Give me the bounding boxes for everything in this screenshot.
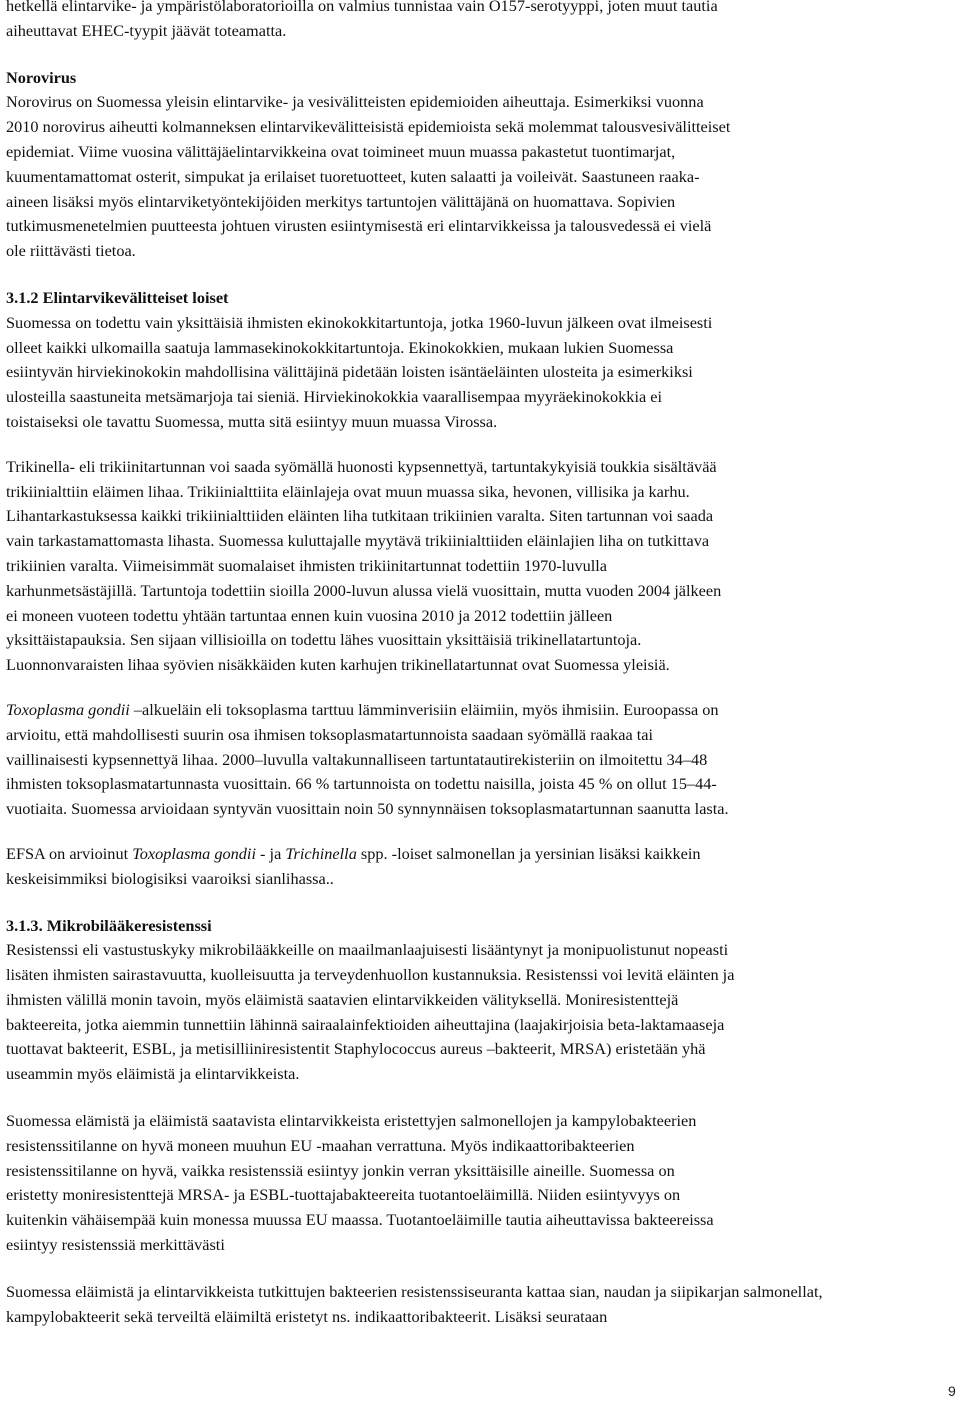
text-line: arvioitu, että mahdollisesti suurin osa ihmisen toksoplasmatartunnoista saadaan syömällä raakaa tai: [6, 724, 654, 744]
text-line: Norovirus on Suomessa yleisin elintarvike- ja vesivälitteisten epidemioiden aiheuttaja. Esimerkiksi vuonna: [6, 92, 704, 112]
text-line: Trikinella- eli trikiinitartunnan voi saada syömällä huonosti kypsennettyä, tartuntakykyisiä toukkia sisältävää: [6, 456, 717, 476]
text-line: Suomessa on todettu vain yksittäisiä ihmisten ekinokokkitartuntoja, jotka 1960-luvun jälkeen ovat ilmeisesti: [6, 312, 713, 332]
text-line: vuotiaita. Suomessa arvioidaan syntyvän vuosittain noin 50 synnynnäisen toksoplasmatartunnan saanutta lasta.: [6, 799, 729, 819]
text-line: esiintyy resistenssiä merkittävästi: [6, 1235, 225, 1255]
text-line: Lihantarkastuksessa kaikki trikiinialttiiden eläinten liha tutkitaan trikiinien varalta. Siten tartunnan voi saada: [6, 506, 714, 526]
text-line: tutkimusmenetelmien puutteesta johtuen virusten esiintymisestä eri elintarvikkeissa ja talousvedessä ei vielä: [6, 216, 712, 236]
text-line: Suomessa elämistä ja eläimistä saatavista elintarvikkeista eristettyjen salmonellojen ja kampylobakteerien: [6, 1111, 697, 1131]
text-line: kuitenkin vähäisempää kuin monessa muussa EU maassa. Tuotantoeläimille tautia aiheuttavissa bakteereissa: [6, 1210, 714, 1230]
text-line: ole riittävästi tietoa.: [6, 241, 136, 261]
text-line: ihmisten toksoplasmatartunnasta vuosittain. 66 % tartunnoista on todettu naisilla, joista 45 % on ollut 15–44-: [6, 774, 717, 794]
text-line: ulosteilla saastuneita metsämarjoja tai sieniä. Hirviekinokokkia vaarallisempaa myyräekinokokkia ei: [6, 387, 663, 407]
text-line: eristetty moniresistenttejä MRSA- ja ESBL-tuottajabakteereita tuotantoeläimillä. Niiden esiintyvyys on: [6, 1185, 681, 1205]
text-line: keskeisimmiksi biologisiksi vaaroiksi sianlihassa..: [6, 868, 334, 888]
text-line: [6, 698, 958, 723]
text-run: –alkueläin eli toksoplasma tarttuu lämminverisiin eläimiin, myös ihmisiin. Euroopassa on: [129, 699, 719, 719]
resistance-section: [6, 914, 958, 1330]
norovirus-section: [6, 66, 958, 264]
text-line: [6, 842, 958, 867]
text-line: epidemiat. Viime vuosina välittäjäelintarvikkeina ovat toimineet muun muassa pakastetut tuontimarjat,: [6, 141, 676, 161]
text-line: resistenssitilanne on hyvä moneen muuhun EU -maahan verrattuna. Myös indikaattoribakteerien: [6, 1135, 635, 1155]
section-heading: 3.1.3. Mikrobilääkeresistenssi: [6, 915, 212, 935]
text-run: EFSA on arvioinut: [6, 843, 133, 863]
text-line: yksittäistapauksia. Sen sijaan villisioilla on todettu lähes vuosittain yksittäisiä trikinellatartuntoja.: [6, 630, 642, 650]
text-line: vaillinaisesti kypsennettyä lihaa. 2000–luvulla valtakunnalliseen tartuntatautirekisteriin on ilmoitettu 34–48: [6, 749, 708, 769]
parasites-section: [6, 286, 958, 892]
text-line: 2010 norovirus aiheutti kolmanneksen elintarvikevälitteisistä epidemioista sekä molemmat talousvesivälitteiset: [6, 117, 731, 137]
text-line: esiintyvän hirviekinokokin mahdollisina välittäjinä pidetään loisten isäntäeläinten ulosteita ja esimerkiksi: [6, 362, 693, 382]
text-line: Resistenssi eli vastustuskyky mikrobilääkkeille on maailmanlaajuisesti lisääntynyt ja monipuolistunut nopeasti: [6, 940, 729, 960]
text-line: ei moneen vuoteen todettu yhtään tartuntaa ennen kuin vuosina 2010 ja 2012 todettiin jälleen: [6, 605, 613, 625]
text-line: resistenssitilannе on hyvä, vaikka resistenssiä esiintyy jonkin verran yksittäisille aineille. Suomessa on: [6, 1160, 675, 1180]
text-line: Suomessa eläimistä ja elintarvikkeista tutkittujen bakteerien resistenssiseuranta kattaa sian, naudan ja siipikarjan salmonellat,: [6, 1281, 823, 1301]
page-number: 9: [948, 1383, 956, 1399]
document-page: [6, 0, 958, 1329]
text-line: aiheuttavat EHEC-tyypit jäävät toteamatta.: [6, 20, 287, 40]
text-line: kuumentamattomat osterit, simpukat ja erilaiset tuoretuotteet, kuten salaatti ja voileivät. Saastuneen raaka-: [6, 166, 700, 186]
text-line: aineen lisäksi myös elintarviketyöntekijöiden merkitys tartuntojen välittäjänä on huomattava. Sopivien: [6, 191, 676, 211]
text-line: bakteereita, jotka aiemmin tunnettiin lähinnä sairaalainfektioiden aiheuttajina (laajakirjoisia beta-laktamaaseja: [6, 1014, 725, 1034]
text-line: toistaiseksi ole tavattu Suomessa, mutta sitä esiintyy muun muassa Virossa.: [6, 411, 498, 431]
text-line: ihmisten välillä monin tavoin, myös eläimistä saatavien elintarvikkeiden välityksellä. Moniresistenttejä: [6, 989, 679, 1009]
text-line: karhunmetsästäjillä. Tartuntoja todettiin sioilla 2000-luvun alussa vielä vuosittain, mutta vuoden 2004 jälkeen: [6, 580, 722, 600]
text-run: spp. -loiset salmonellan ja yersinian lisäksi kaikkein: [356, 843, 701, 863]
species-name: Toxoplasma gondii: [6, 699, 130, 719]
text-line: trikiinialttiin eläimen lihaa. Trikiinialttiita eläinlajeja ovat muun muassa sika, hevonen, villisika ja karhu.: [6, 481, 690, 501]
text-line: lisäten ihmisten sairastavuutta, kuolleisuutta ja terveydenhuollon kustannuksia. Resistenssi voi levitä eläinten ja: [6, 965, 735, 985]
species-name: Toxoplasma gondii: [132, 843, 256, 863]
intro-paragraph: [6, 0, 958, 44]
section-heading: Norovirus: [6, 67, 77, 87]
text-run: - ja: [255, 843, 286, 863]
text-line: Luonnonvaraisten lihaa syövien nisäkkäiden kuten karhujen trikinellatartunnat ovat Suomessa yleisiä.: [6, 655, 670, 675]
text-line: tuottavat bakteerit, ESBL, ja metisilliiniresistentit Staphylococcus aureus –bakteerit, MRSA) eristetään yhä: [6, 1039, 706, 1059]
text-line: trikiinien varalta. Viimeisimmät suomalaiset ihmisten trikiinitartunnat todettiin 1970-luvulla: [6, 555, 608, 575]
text-line: kampylobakteerit sekä terveiltä eläimiltä eristetyt ns. indikaattoribakteerit. Lisäksi seurataan: [6, 1306, 608, 1326]
species-name: Trichinella: [285, 843, 357, 863]
text-line: useammin myös eläimistä ja elintarvikkeista.: [6, 1064, 300, 1084]
text-line: vain tarkastamattomasta lihasta. Suomessa kuluttajalle myytävä trikiinialttiiden eläinlajien liha on tutkittava: [6, 531, 710, 551]
text-line: olleet kaikki ulkomailla saatuja lammasekinokokkitartuntoja. Ekinokokkien, mukaan lukien Suomessa: [6, 337, 674, 357]
section-heading: 3.1.2 Elintarvikevälitteiset loiset: [6, 287, 229, 307]
text-line: hetkellä elintarvike- ja ympäristölaboratorioilla on valmius tunnistaa vain O157-serotyyppi, joten muut tautia: [6, 0, 718, 15]
